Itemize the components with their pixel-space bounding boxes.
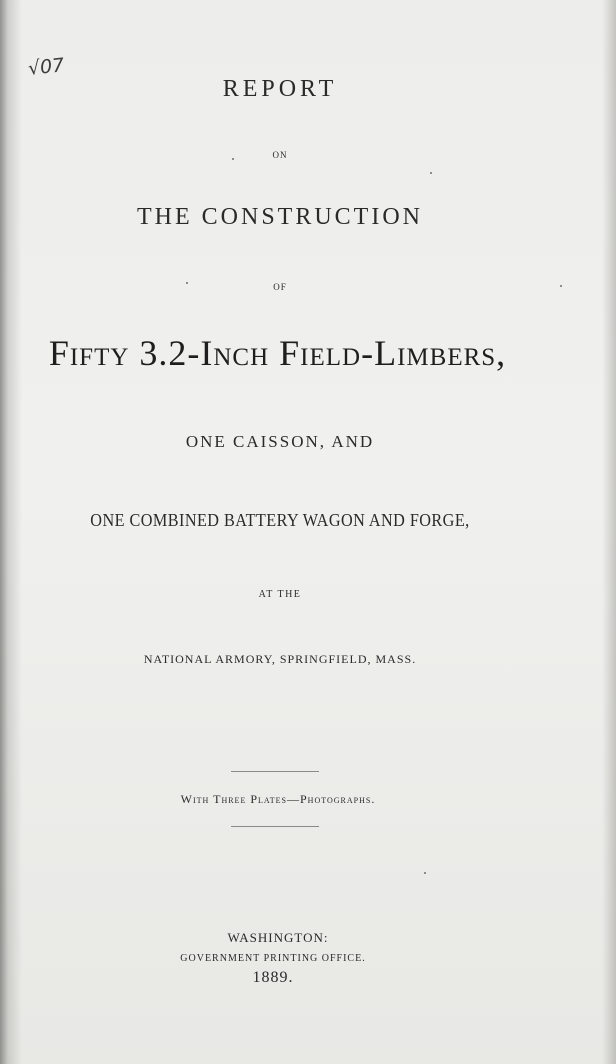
at-the-connector: AT THE xyxy=(258,589,302,600)
plates-note: With Three Plates—Photographs. xyxy=(180,792,376,806)
paper-speck xyxy=(424,872,426,874)
imprint-year: 1889. xyxy=(252,969,294,986)
imprint-printer: GOVERNMENT PRINTING OFFICE. xyxy=(180,953,366,964)
main-subject-title: Fifty 3.2-Inch Field-Limbers, xyxy=(48,333,507,373)
report-heading: REPORT xyxy=(222,76,338,102)
construction-heading: THE CONSTRUCTION xyxy=(137,204,423,230)
of-connector: OF xyxy=(273,282,287,292)
on-connector: ON xyxy=(272,150,288,160)
paper-speck xyxy=(560,285,562,287)
paper-speck xyxy=(430,172,432,174)
divider-top xyxy=(231,771,319,772)
paper-speck xyxy=(186,282,188,284)
paper-speck xyxy=(232,158,234,160)
battery-wagon-line: ONE COMBINED BATTERY WAGON AND FORGE, xyxy=(90,510,470,530)
armory-location: NATIONAL ARMORY, SPRINGFIELD, MASS. xyxy=(143,652,417,666)
handwritten-mark: √07 xyxy=(26,54,66,80)
divider-bottom xyxy=(231,826,319,827)
imprint-city: WASHINGTON: xyxy=(227,930,329,945)
caisson-line: ONE CAISSON, AND xyxy=(185,432,375,451)
